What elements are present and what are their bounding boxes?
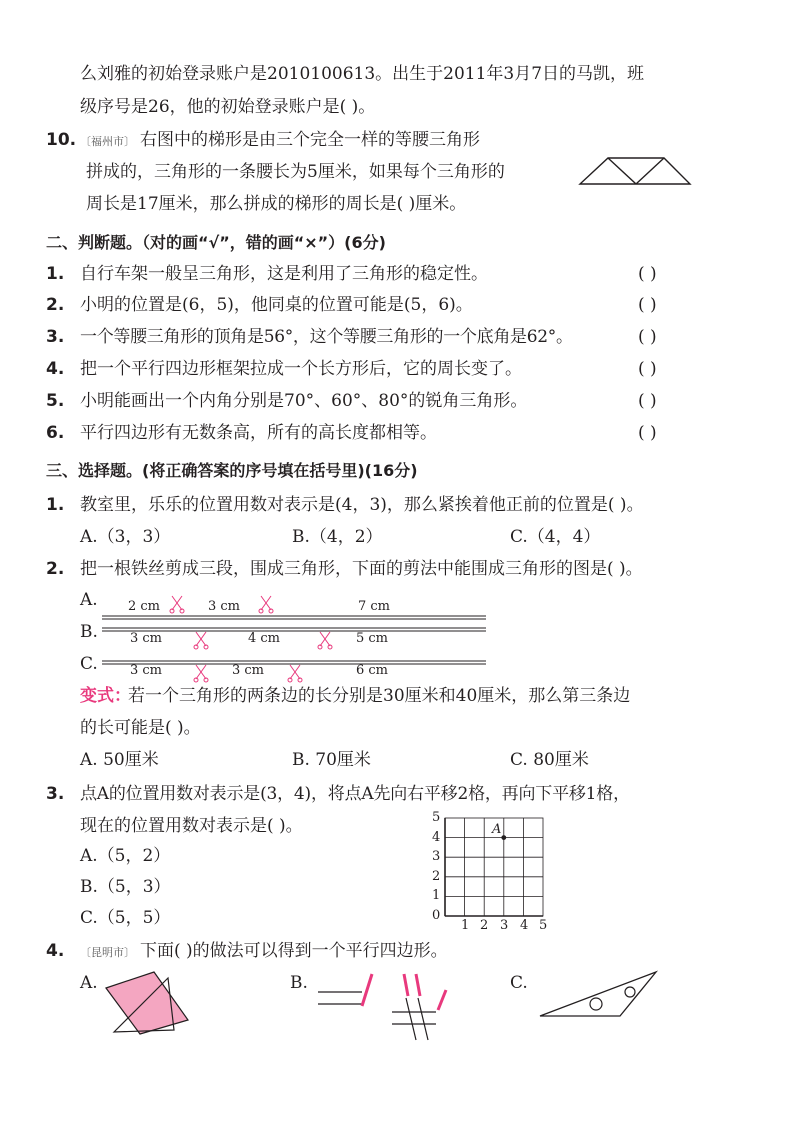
y-tick: 4	[432, 830, 441, 845]
scissors-icon	[194, 665, 208, 682]
wire-c-seg-2: 3 cm	[232, 663, 265, 678]
choice-1-option-c[interactable]: C.（4，4）	[510, 527, 601, 547]
y-tick: 0	[432, 908, 441, 923]
choice-4-option-b[interactable]: B.	[290, 973, 308, 993]
x-tick: 3	[500, 918, 509, 933]
intro-line-2: 级序号是26，他的初始登录账户是( )。	[80, 97, 376, 117]
y-tick: 2	[432, 869, 441, 884]
judge-6-number: 6.	[46, 423, 65, 443]
trapezoid-figure	[580, 156, 692, 186]
judge-2-number: 2.	[46, 295, 65, 315]
x-tick: 1	[461, 918, 470, 933]
point-a-label: A	[492, 822, 502, 837]
choice-2-option-b[interactable]: B.	[80, 622, 98, 642]
choice-4-option-c[interactable]: C.	[510, 973, 528, 993]
judge-4-text: 把一个平行四边形框架拉成一个长方形后，它的周长变了。	[80, 359, 522, 379]
judge-1-text: 自行车架一般呈三角形，这是利用了三角形的稳定性。	[80, 264, 488, 284]
intro-line-1: 么刘雅的初始登录账户是2010100613。出生于2011年3月7日的马凯，班	[80, 64, 645, 84]
judge-3-answer[interactable]: ( )	[638, 327, 657, 347]
choice-2-option-c[interactable]: C.	[80, 654, 98, 674]
wire-b-seg-3: 5 cm	[356, 631, 389, 646]
choice-2-number: 2.	[46, 559, 65, 579]
wire-c-seg-1: 3 cm	[130, 663, 163, 678]
wire-c-seg-3: 6 cm	[356, 663, 389, 678]
point-a-marker	[501, 835, 506, 840]
wire-a-seg-3: 7 cm	[358, 599, 391, 614]
wire-a-figure	[102, 592, 490, 622]
x-tick: 4	[520, 918, 529, 933]
overlapping-triangles-figure	[104, 970, 192, 1036]
choice-4-region-tag: 〔昆明市〕	[80, 946, 135, 959]
y-tick: 3	[432, 849, 441, 864]
x-tick: 2	[480, 918, 489, 933]
section2-title: 二、判断题。（对的画“√”，错的画“×”）(6分)	[46, 233, 386, 252]
wire-b-seg-1: 3 cm	[130, 631, 163, 646]
q10-region-tag: 〔福州市〕	[80, 135, 135, 148]
scissors-icon	[170, 596, 184, 613]
judge-1-answer[interactable]: ( )	[638, 264, 657, 284]
choice-4-text: 下面( )的做法可以得到一个平行四边形。	[140, 941, 448, 961]
variant-label: 变式：	[80, 686, 131, 706]
choice-1-text: 教室里，乐乐的位置用数对表示是(4，3)，那么紧挨着他正前的位置是( )。	[80, 495, 644, 515]
choice-3-option-c[interactable]: C.（5，5）	[80, 908, 171, 928]
variant-option-c[interactable]: C. 80厘米	[510, 750, 589, 770]
choice-1-option-a[interactable]: A.（3，3）	[80, 527, 171, 547]
q10-line-3: 周长是17厘米，那么拼成的梯形的周长是( )厘米。	[86, 194, 467, 214]
section3-title: 三、选择题。(将正确答案的序号填在括号里)(16分)	[46, 461, 418, 480]
judge-4-answer[interactable]: ( )	[638, 359, 657, 379]
judge-1-number: 1.	[46, 264, 65, 284]
q10-number: 10.	[46, 130, 77, 150]
judge-5-text: 小明能画出一个内角分别是70°、60°、80°的锐角三角形。	[80, 391, 528, 411]
judge-3-text: 一个等腰三角形的顶角是56°，这个等腰三角形的一个底角是62°。	[80, 327, 573, 347]
wire-a-seg-2: 3 cm	[208, 599, 241, 614]
x-tick: 5	[539, 918, 548, 933]
choice-3-number: 3.	[46, 784, 65, 804]
choice-3-option-a[interactable]: A.（5，2）	[80, 846, 171, 866]
judge-3-number: 3.	[46, 327, 65, 347]
scissors-icon	[288, 665, 302, 682]
choice-3-line-1: 点A的位置用数对表示是(3，4)，将点A先向右平移2格，再向下平移1格，	[80, 784, 630, 804]
y-tick: 5	[432, 810, 441, 825]
choice-4-number: 4.	[46, 941, 65, 961]
rulers-parallel-lines-figure	[316, 970, 456, 1042]
choice-1-number: 1.	[46, 495, 65, 515]
wire-b-seg-2: 4 cm	[248, 631, 281, 646]
q10-line-2: 拼成的，三角形的一条腰长为5厘米，如果每个三角形的	[86, 162, 505, 182]
choice-2-option-a[interactable]: A.	[80, 590, 98, 610]
choice-1-option-b[interactable]: B.（4，2）	[292, 527, 383, 547]
wire-a-seg-1: 2 cm	[128, 599, 161, 614]
set-square-figure	[538, 970, 660, 1020]
judge-6-text: 平行四边形有无数条高，所有的高长度都相等。	[80, 423, 437, 443]
judge-4-number: 4.	[46, 359, 65, 379]
scissors-icon	[318, 632, 332, 649]
choice-2-text: 把一根铁丝剪成三段，围成三角形，下面的剪法中能围成三角形的图是( )。	[80, 559, 643, 579]
y-tick: 1	[432, 888, 441, 903]
choice-4-option-a[interactable]: A.	[80, 973, 98, 993]
q10-line-1: 右图中的梯形是由三个完全一样的等腰三角形	[140, 130, 480, 150]
scissors-icon	[259, 596, 273, 613]
judge-2-answer[interactable]: ( )	[638, 295, 657, 315]
variant-line-2: 的长可能是( )。	[80, 718, 201, 738]
variant-option-b[interactable]: B. 70厘米	[292, 750, 371, 770]
judge-5-answer[interactable]: ( )	[638, 391, 657, 411]
judge-5-number: 5.	[46, 391, 65, 411]
scissors-icon	[194, 632, 208, 649]
choice-3-line-2: 现在的位置用数对表示是( )。	[80, 816, 303, 836]
judge-2-text: 小明的位置是(6，5)，他同桌的位置可能是(5，6)。	[80, 295, 473, 315]
choice-3-option-b[interactable]: B.（5，3）	[80, 877, 171, 897]
judge-6-answer[interactable]: ( )	[638, 423, 657, 443]
variant-line-1: 若一个三角形的两条边的长分别是30厘米和40厘米，那么第三条边	[128, 686, 631, 706]
variant-option-a[interactable]: A. 50厘米	[80, 750, 159, 770]
